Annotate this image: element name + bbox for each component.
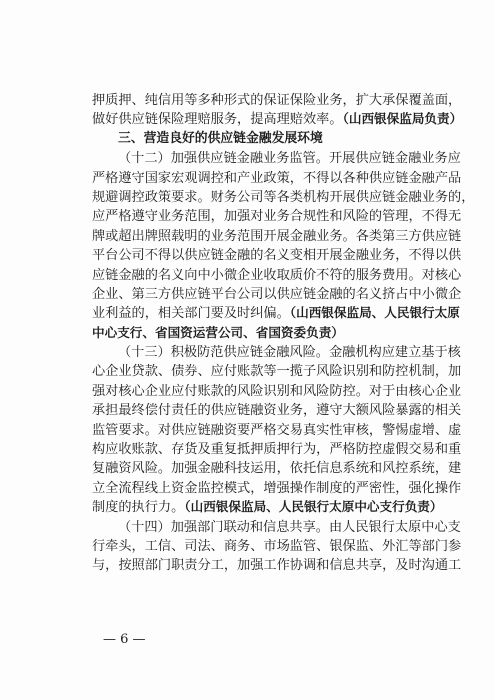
body-text: 平台公司不得以供应链金融的名义变相开展金融业务，不得以供 xyxy=(92,248,462,264)
responsible-agencies: 中心支行、省国资运营公司、省国资委负责） xyxy=(92,324,344,340)
body-text: 企业、第三方供应链平台公司以供应链金融的名义挤占中小微企 xyxy=(92,286,462,302)
body-line xyxy=(92,420,462,439)
body-text: 构应收账款、存货及重复抵押质押行为，严格防控虚假交易和重 xyxy=(92,442,462,458)
body-line xyxy=(92,361,462,380)
body-text: 应严格遵守业务范围，加强对业务合规性和风险的管理，不得无 xyxy=(92,209,462,225)
responsible-agencies: （山西银保监局、人民银行太原 xyxy=(289,305,460,321)
body-line xyxy=(92,517,461,536)
body-line xyxy=(92,458,462,477)
body-text: 业利益的，相关部门要及时纠偏。 xyxy=(92,306,290,322)
body-line xyxy=(92,226,462,245)
body-line xyxy=(92,187,475,206)
body-line xyxy=(92,478,462,497)
body-text: 承担最终偿付责任的供应链融资业务，遵守大额风险暴露的相关 xyxy=(92,403,462,419)
body-line xyxy=(92,303,460,322)
body-text: 复融资风险。加强金融科技运用，依托信息系统和风控系统，建 xyxy=(92,461,462,477)
body-line xyxy=(92,109,463,128)
body-text: 严格遵守国家宏观调控和产业政策，不得以各种供应链金融产品 xyxy=(92,170,462,186)
body-line xyxy=(92,439,462,458)
body-line xyxy=(92,284,462,303)
body-text: 强对核心企业应付账款的风险识别和风险防控。对于由核心企业 xyxy=(92,383,462,399)
body-text: 牌或超出牌照载明的业务范围开展金融业务。各类第三方供应链 xyxy=(92,228,462,244)
body-line xyxy=(92,168,462,187)
body-line xyxy=(92,555,462,574)
body-text: 制度的执行力。 xyxy=(92,500,185,516)
body-line xyxy=(92,148,461,167)
document-body xyxy=(92,90,475,575)
body-line xyxy=(92,245,462,264)
body-text: 做好供应链保险理赔服务，提高理赔效率。 xyxy=(92,112,343,128)
responsible-agencies: （山西银保监局负责） xyxy=(342,111,463,127)
body-line xyxy=(92,90,462,109)
body-line xyxy=(92,342,461,361)
body-line xyxy=(92,323,417,342)
body-text: 规避调控政策要求。财务公司等各类机构开展供应链金融业务的， xyxy=(92,189,475,205)
body-text: （十二）加强供应链金融业务监管。开展供应链金融业务应 xyxy=(118,151,461,167)
body-line xyxy=(92,497,443,516)
body-line xyxy=(92,400,462,419)
body-text: 监管要求。对供应链融资要严格交易真实性审核，警惕虚增、虚 xyxy=(92,422,462,438)
body-line xyxy=(92,536,462,555)
body-line xyxy=(92,206,462,225)
body-line xyxy=(92,265,462,284)
body-text: 心企业贷款、债券、应付账款等一揽子风险识别和防控机制，加 xyxy=(92,364,462,380)
body-text: 押质押、纯信用等多种形式的保证保险业务，扩大承保覆盖面， xyxy=(92,93,462,108)
body-text: （十三）积极防范供应链金融风险。金融机构应建立基于核 xyxy=(118,345,461,361)
body-text: 与，按照部门职责分工，加强工作协调和信息共享，及时沟通工 xyxy=(92,558,462,574)
body-text: 行牵头，工信、司法、商务、市场监管、银保监、外汇等部门参 xyxy=(92,538,462,554)
body-text: 立全流程线上资金监控模式，增强操作制度的严密性，强化操作 xyxy=(92,480,462,496)
responsible-agencies: （山西银保监局、人民银行太原中心支行负责） xyxy=(184,499,443,515)
page-number: — 6 — xyxy=(103,632,146,647)
body-text: 应链金融的名义向中小微企业收取质价不符的服务费用。对核心 xyxy=(92,267,462,283)
body-text: （十四）加强部门联动和信息共享。由人民银行太原中心支 xyxy=(118,519,461,535)
section-heading: 三、营造良好的供应链金融发展环境 xyxy=(118,130,323,146)
body-line xyxy=(92,381,462,400)
